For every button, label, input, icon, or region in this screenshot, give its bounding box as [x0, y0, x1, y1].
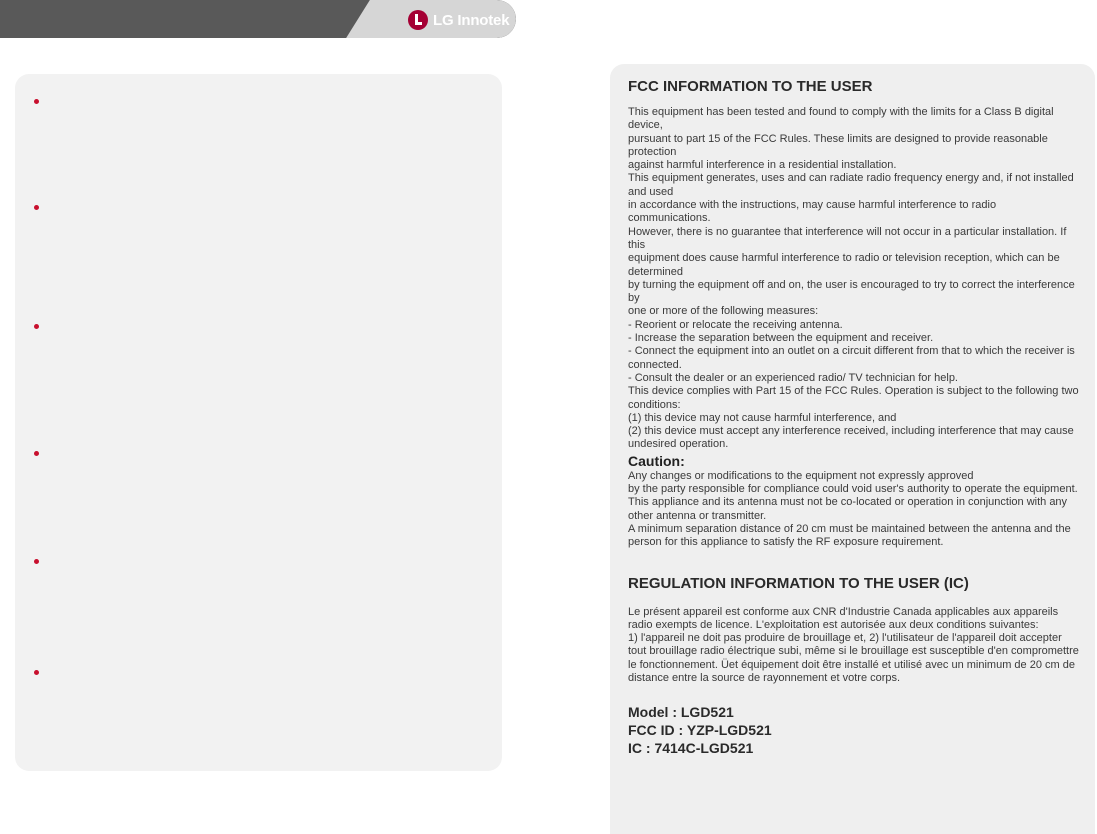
fcc-line: pursuant to part 15 of the FCC Rules. These limits are designed to provide reasonable protection	[628, 132, 1048, 158]
fcc-line: against harmful interference in a residential installation.	[628, 159, 897, 172]
fcc-line: However, there is no guarantee that interference will not occur in a particular installation. If this	[628, 225, 1067, 251]
lg-logo-icon	[408, 10, 428, 30]
lg-innotek-logo	[408, 9, 509, 31]
ic-body	[628, 606, 1080, 686]
caution-line: Any changes or modifications to the equipment not expressly approved	[628, 469, 974, 482]
bullet-icon	[34, 559, 39, 564]
caution-label: Caution:	[628, 452, 685, 469]
bullet-icon	[34, 670, 39, 675]
fcc-line: in accordance with the instructions, may cause harmful interference to radio communications.	[628, 199, 997, 225]
ic-title: REGULATION INFORMATION TO THE USER (IC)	[628, 574, 969, 592]
model-info	[628, 703, 1080, 757]
fcc-line: by turning the equipment off and on, the user is encouraged to try to correct the interference by	[628, 278, 1075, 305]
left-panel	[15, 74, 502, 771]
ic-paragraph: Le présent appareil est conforme aux CNR d'Industrie Canada applicables aux appareils radio exempts de licence. L'exploitation est autorisée aux deux conditions suivantes:	[628, 605, 1059, 631]
fcc-condition: (2) this device must accept any interference received, including interference that may cause undesired operation.	[628, 425, 1074, 451]
fcc-line: one or more of the following measures:	[628, 305, 819, 318]
caution-line: A minimum separation distance of 20 cm must be maintained between the antenna and the person for this appliance to satisfy the RF exposure requirement.	[628, 522, 1071, 549]
fcc-body	[628, 106, 1080, 550]
bullet-icon	[34, 324, 39, 329]
fcc-line: This equipment has been tested and found to comply with the limits for a Class B digital device,	[628, 106, 1054, 132]
fcc-line: connected.	[628, 358, 682, 371]
caution-line: by the party responsible for compliance could void user's authority to operate the equipment.	[628, 483, 1078, 496]
fcc-condition: (1) this device may not cause harmful interference, and	[628, 411, 897, 424]
fcc-line: equipment does cause harmful interference to radio or television reception, which can be determined	[628, 252, 1060, 278]
fcc-measure: - Connect the equipment into an outlet on a circuit different from that to which the receiver is	[628, 345, 1075, 358]
fcc-title: FCC INFORMATION TO THE USER	[628, 78, 873, 95]
fcc-measure: - Reorient or relocate the receiving antenna.	[628, 318, 843, 331]
fcc-measure: - Consult the dealer or an experienced radio/ TV technician for help.	[628, 371, 958, 384]
ic-paragraph: 1) l'appareil ne doit pas produire de brouillage et, 2) l'utilisateur de l'appareil doit accepter tout brouillage radio électrique subi, même si le brouillage est susceptible d'en compromettre le fonctionnement. Üet équipement doit être installé et utilisé avec un minimum de 20 cm de distance entre la source de rayonnement et votre corps.	[628, 632, 1079, 684]
bullet-icon	[34, 205, 39, 210]
model-line: Model : LGD521	[628, 704, 734, 721]
fcc-id-line: FCC ID : YZP-LGD521	[628, 722, 772, 739]
fcc-line: This equipment generates, uses and can radiate radio frequency energy and, if not installed and used	[628, 172, 1074, 198]
bullet-icon	[34, 99, 39, 104]
bullet-icon	[34, 451, 39, 456]
ic-id-line: IC : 7414C-LGD521	[628, 740, 754, 757]
caution-line: This appliance and its antenna must not be co-located or operation in conjunction with any other antenna or transmitter.	[628, 496, 1068, 522]
fcc-measure: - Increase the separation between the equipment and receiver.	[628, 332, 934, 345]
fcc-line: This device complies with Part 15 of the FCC Rules. Operation is subject to the following two conditions:	[628, 385, 1079, 411]
regulatory-content	[628, 78, 1080, 757]
brand-name: LG Innotek	[433, 11, 510, 29]
